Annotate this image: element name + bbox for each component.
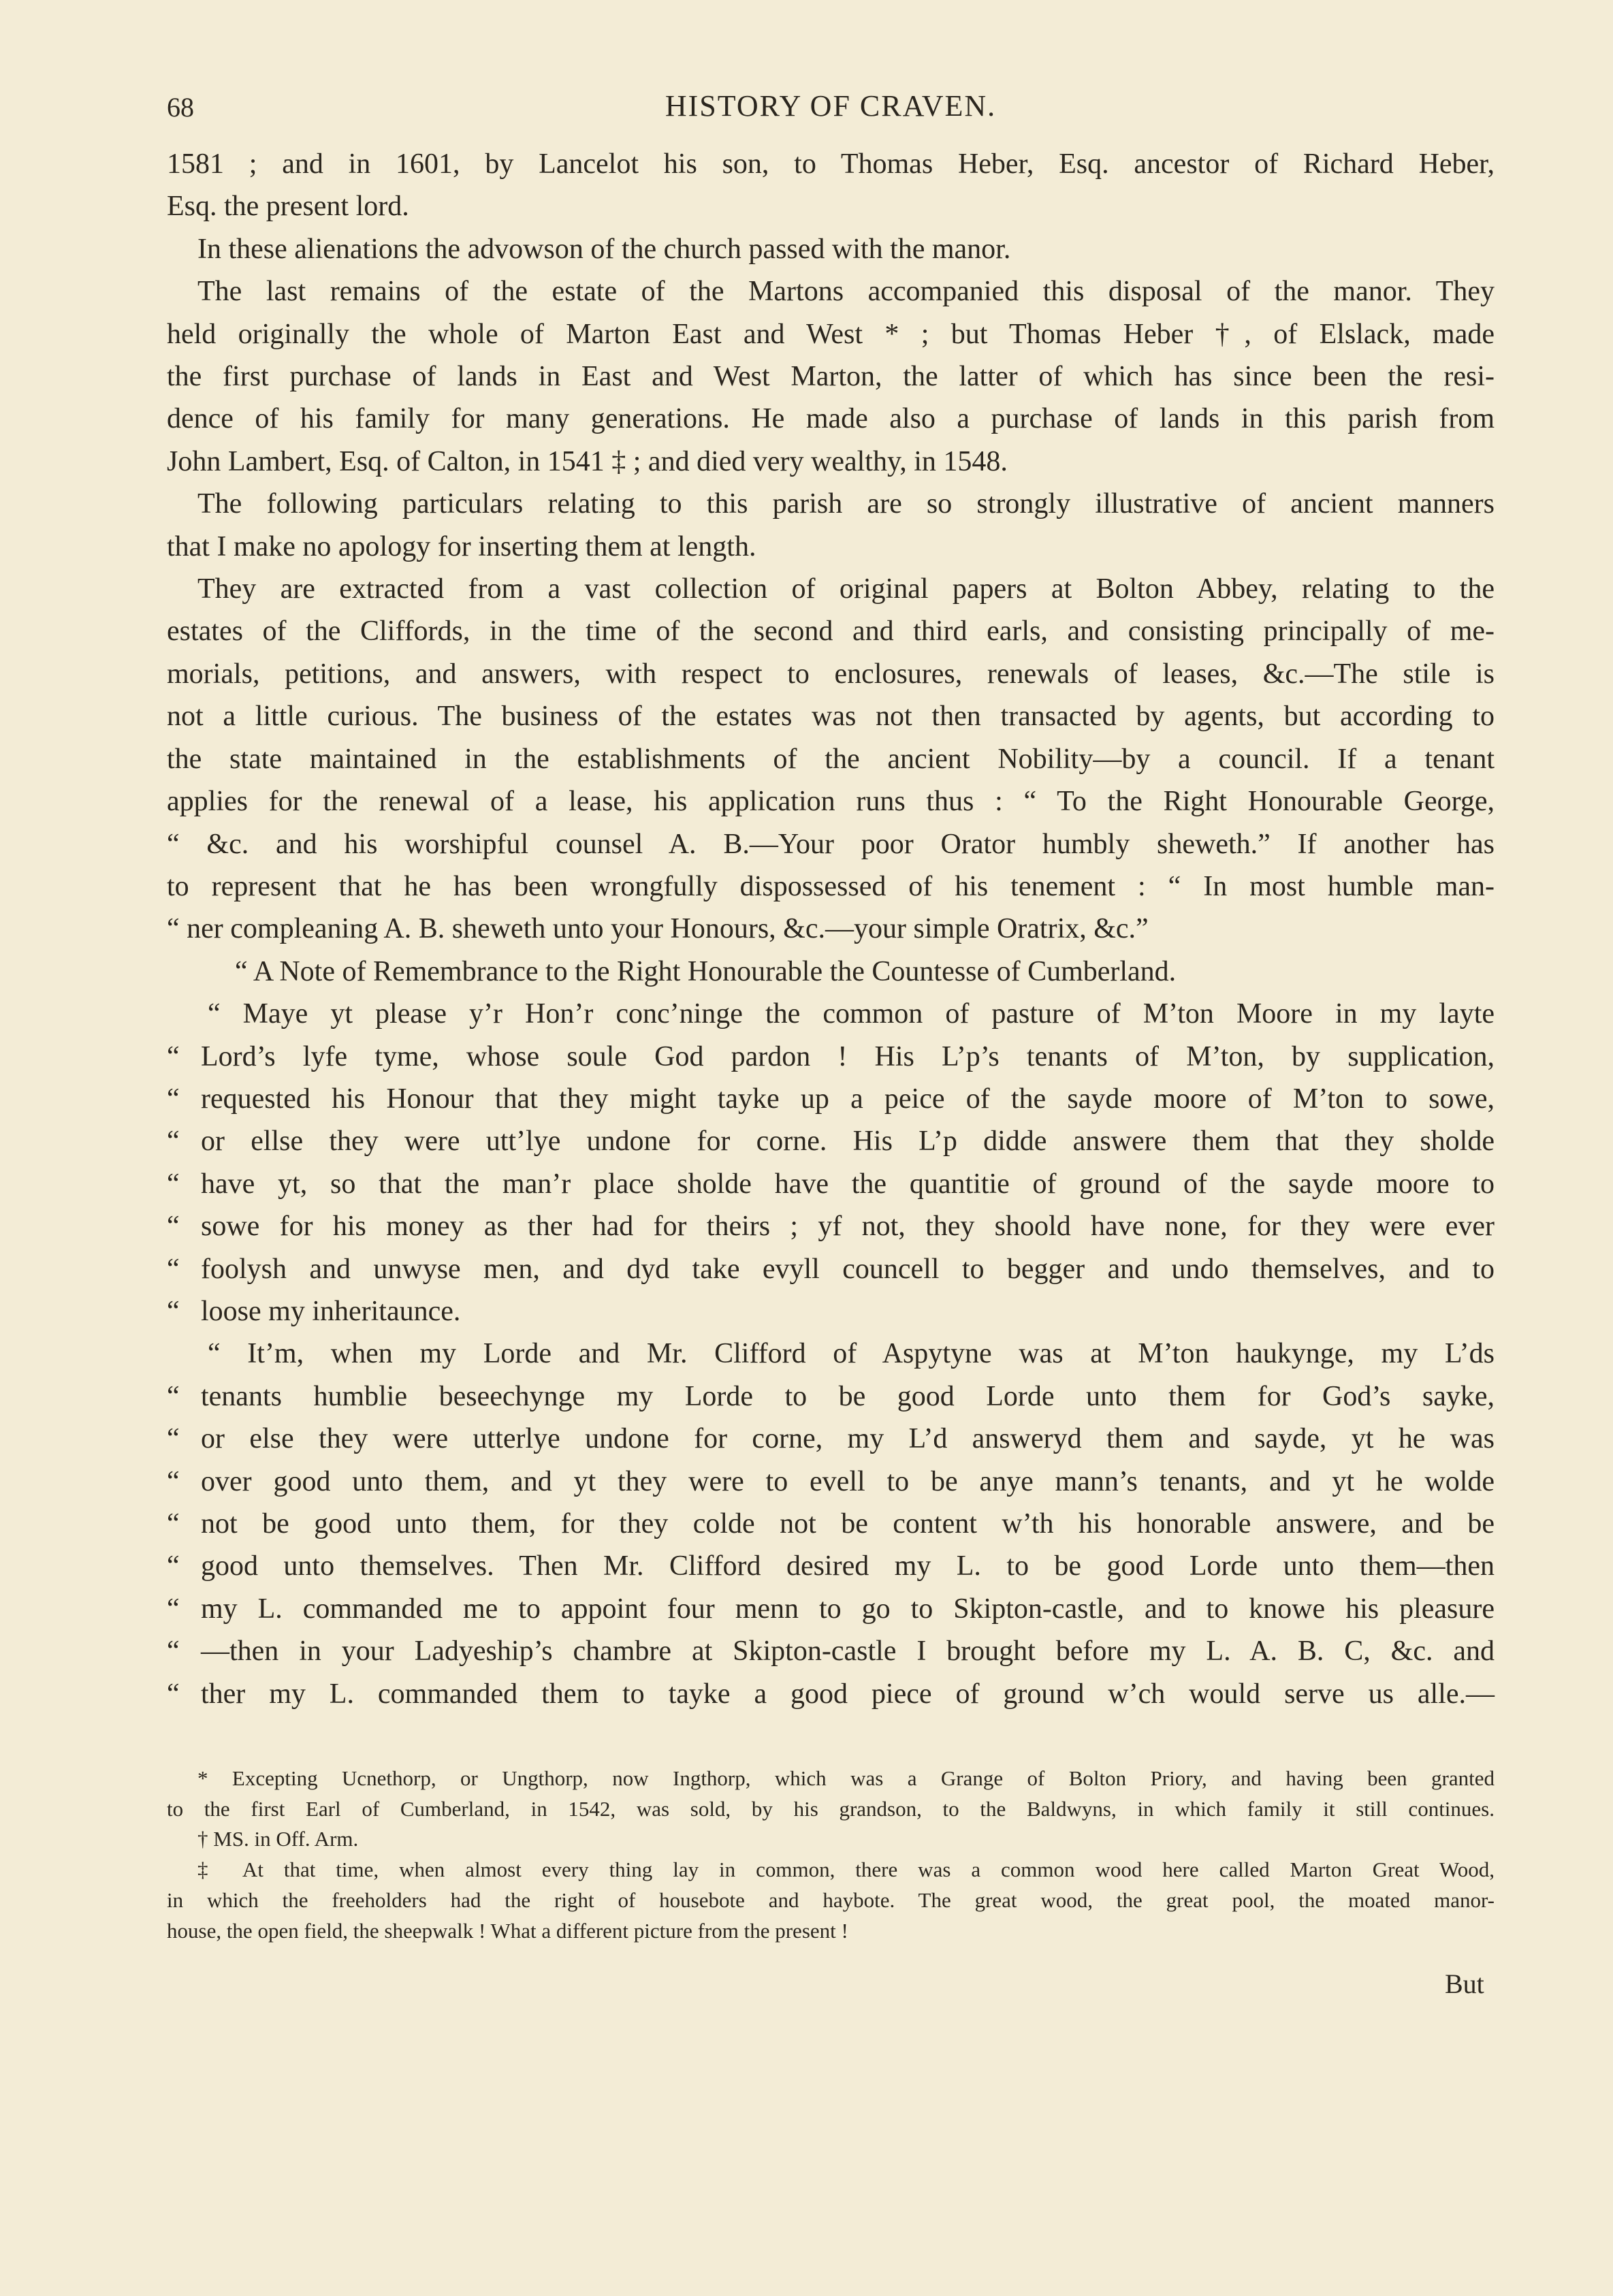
text-line: to represent that he has been wrongfully dispossessed of his tenement : “ In most humble man-: [167, 870, 1495, 902]
quoted-line-text: good unto themselves. Then Mr. Clifford desired my L. to be good Lorde unto them—then: [201, 1550, 1495, 1582]
quoted-line-text: or else they were utterlye undone for corne, my L’d answeryd them and sayde, yt he was: [201, 1423, 1495, 1455]
quoted-line: [167, 1163, 1495, 1205]
footnotes: [167, 1764, 1495, 1946]
quoted-passage-1: [167, 993, 1495, 1333]
main-text: [167, 143, 1495, 1715]
paragraph-4: [167, 483, 1495, 568]
quote-mark: “: [167, 1423, 180, 1455]
quote-mark: “: [167, 1253, 180, 1285]
quoted-line: [167, 1588, 1495, 1630]
paragraph-5: [167, 568, 1495, 951]
quoted-line: [167, 1120, 1495, 1162]
text-line: The last remains of the estate of the Martons accompanied this disposal of the manor. They: [197, 276, 1495, 308]
quoted-line-text: —then in your Ladyeship’s chambre at Skipton-castle I brought before my L. A. B. C, &c. and: [201, 1636, 1495, 1668]
running-title: HISTORY OF CRAVEN.: [665, 89, 997, 123]
page-number: 68: [167, 92, 194, 123]
quote-mark: “: [167, 1636, 180, 1668]
text-line: 1581 ; and in 1601, by Lancelot his son, to Thomas Heber, Esq. ancestor of Richard Heber,: [167, 148, 1495, 180]
text-line: “ It’m, when my Lorde and Mr. Clifford of Aspytyne was at M’ton haukynge, my L’ds: [208, 1338, 1495, 1370]
quoted-line: [167, 1630, 1495, 1672]
text-line: “ Maye yt please y’r Hon’r conc’ninge the common of pasture of M’ton Moore in my layte: [208, 998, 1495, 1030]
text-line: They are extracted from a vast collection of original papers at Bolton Abbey, relating to the: [197, 573, 1495, 605]
text-line: the state maintained in the establishments of the ancient Nobility—by a council. If a tenant: [167, 743, 1495, 775]
quote-mark: “: [167, 1508, 180, 1540]
text-line: “ ner compleaning A. B. sheweth unto your Honours, &c.—your simple Oratrix, &c.”: [167, 913, 1149, 945]
catchword: But: [1445, 1968, 1484, 1999]
quoted-line: [167, 1290, 1495, 1333]
quote-mark: “: [167, 1168, 180, 1200]
footnote-asterisk: [167, 1764, 1495, 1824]
text-line: John Lambert, Esq. of Calton, in 1541 ‡ ; and died very wealthy, in 1548.: [167, 445, 1008, 477]
quoted-line: [167, 1503, 1495, 1545]
quoted-line: [167, 1418, 1495, 1460]
quoted-passage-2: [167, 1333, 1495, 1715]
quote-mark: “: [167, 1550, 180, 1582]
text-line: dence of his family for many generations. He made also a purchase of lands in this parish from: [167, 403, 1495, 435]
quote-mark: “: [167, 1593, 180, 1625]
footnote-line: † MS. in Off. Arm.: [197, 1827, 359, 1851]
quoted-line-text: tenants humblie beseechynge my Lorde to be good Lorde unto them for God’s sayke,: [201, 1380, 1495, 1412]
text-line: The following particulars relating to this parish are so strongly illustrative of ancient manners: [197, 488, 1495, 520]
quote-mark: “: [167, 1211, 180, 1243]
quoted-line: [167, 1248, 1495, 1290]
quoted-line: [167, 1036, 1495, 1078]
footnote-line: in which the freeholders had the right of housebote and haybote. The great wood, the great pool, the moated manor-: [167, 1887, 1495, 1912]
page-header: [167, 89, 1495, 129]
quoted-line: [167, 1673, 1495, 1715]
footnote-line: to the first Earl of Cumberland, in 1542, was sold, by his grandson, to the Baldwyns, in which family it still continues.: [167, 1796, 1495, 1821]
quote-mark: “: [167, 1465, 180, 1497]
quote-mark: “: [167, 1126, 180, 1158]
text-line: held originally the whole of Marton East and West * ; but Thomas Heber †, of Elslack, made: [167, 318, 1495, 350]
quoted-line-text: my L. commanded me to appoint four menn to go to Skipton-castle, and to knowe his pleasure: [201, 1593, 1495, 1625]
paragraph-1: [167, 143, 1495, 228]
text-line: In these alienations the advowson of the church passed with the manor.: [197, 233, 1011, 265]
quoted-line-text: over good unto them, and yt they were to evell to be anye mann’s tenants, and yt he wolde: [201, 1465, 1495, 1497]
quoted-line-text: loose my inheritaunce.: [201, 1295, 461, 1327]
quoted-line: [167, 1205, 1495, 1247]
footnote-dagger: [167, 1824, 1495, 1855]
paragraph-2: [167, 228, 1495, 270]
footnote-line: house, the open field, the sheepwalk ! What a different picture from the present !: [167, 1918, 848, 1943]
note-heading: [167, 951, 1495, 993]
text-line: the first purchase of lands in East and West Marton, the latter of which has since been the resi-: [167, 361, 1495, 393]
quoted-line-text: requested his Honour that they might tayke up a peice of the sayde moore of M’ton to sowe,: [201, 1083, 1495, 1115]
quoted-line: [167, 1078, 1495, 1120]
text-line: Esq. the present lord.: [167, 191, 409, 223]
text-line: morials, petitions, and answers, with respect to enclosures, renewals of leases, &c.—The stile is: [167, 658, 1495, 690]
quoted-line: [167, 1461, 1495, 1503]
quote-mark: “: [167, 1678, 180, 1710]
quote-mark: “: [167, 1295, 180, 1327]
quoted-line-text: not be good unto them, for they colde not be content w’th his honorable answere, and be: [201, 1508, 1495, 1540]
quoted-line: [167, 1545, 1495, 1587]
footnote-line: ‡ At that time, when almost every thing lay in common, there was a common wood here called Marton Great Wood,: [197, 1857, 1495, 1882]
text-line: “ A Note of Remembrance to the Right Honourable the Countesse of Cumberland.: [235, 955, 1177, 987]
text-line: applies for the renewal of a lease, his application runs thus : “ To the Right Honourable George,: [167, 786, 1495, 818]
quote-mark: “: [167, 1040, 180, 1072]
text-line: not a little curious. The business of the estates was not then transacted by agents, but according to: [167, 701, 1495, 733]
quoted-line: [167, 1375, 1495, 1418]
footnote-line: * Excepting Ucnethorp, or Ungthorp, now Ingthorp, which was a Grange of Bolton Priory, and having been granted: [197, 1766, 1495, 1790]
quote-mark: “: [167, 1083, 180, 1115]
quote-mark: “: [167, 1380, 180, 1412]
quoted-line-text: have yt, so that the man’r place sholde have the quantitie of ground of the sayde moore to: [201, 1168, 1495, 1200]
footnote-double-dagger: [167, 1855, 1495, 1946]
text-line: that I make no apology for inserting them at length.: [167, 530, 756, 562]
quoted-line-text: foolysh and unwyse men, and dyd take evyll councell to begger and undo themselves, and to: [201, 1253, 1495, 1285]
quoted-line-text: or ellse they were utt’lye undone for corne. His L’p didde answere them that they sholde: [201, 1126, 1495, 1158]
quoted-line-text: Lord’s lyfe tyme, whose soule God pardon ! His L’p’s tenants of M’ton, by supplication,: [201, 1040, 1495, 1072]
quoted-line-text: ther my L. commanded them to tayke a good piece of ground w’ch would serve us alle.—: [201, 1678, 1495, 1710]
quoted-line-text: sowe for his money as ther had for theirs ; yf not, they shoold have none, for they were ever: [201, 1211, 1495, 1243]
paragraph-3: [167, 270, 1495, 483]
text-line: estates of the Cliffords, in the time of the second and third earls, and consisting principally of me-: [167, 616, 1495, 648]
text-line: “ &c. and his worshipful counsel A. B.—Your poor Orator humbly sheweth.” If another has: [167, 828, 1495, 860]
